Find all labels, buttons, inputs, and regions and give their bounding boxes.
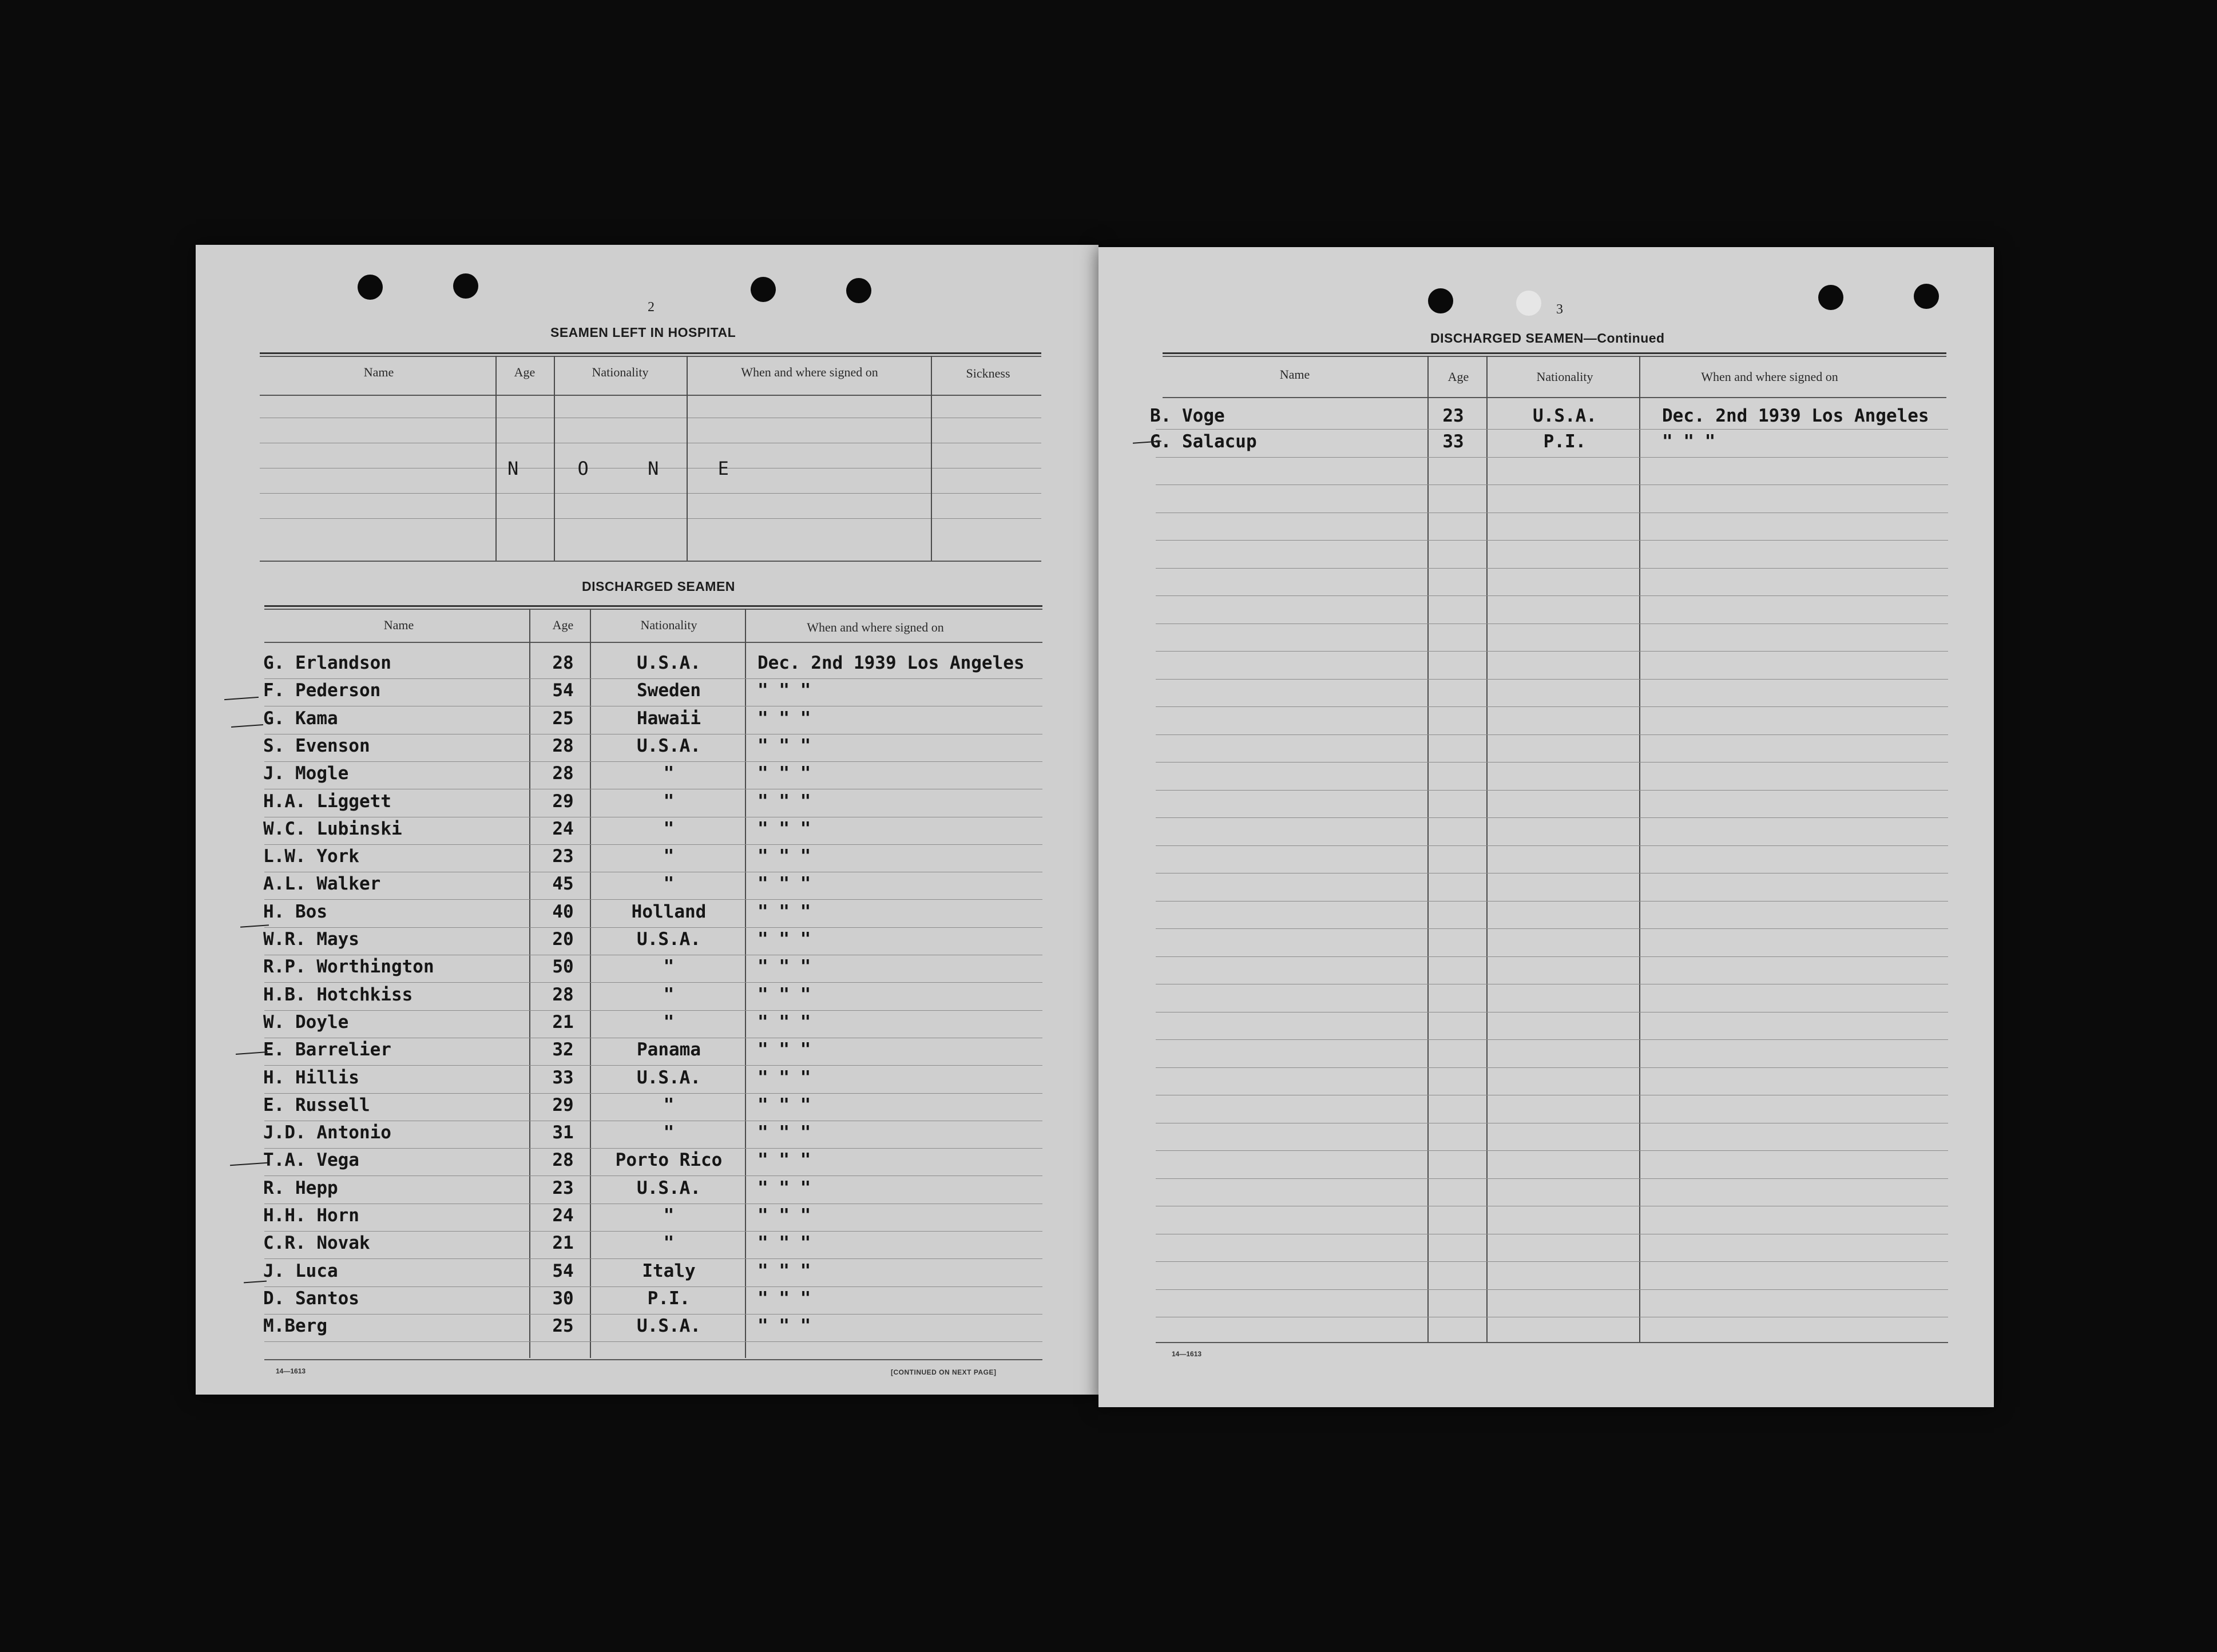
row-line (1156, 540, 1948, 541)
seaman-name: G. Kama (263, 708, 338, 729)
rule (260, 356, 1041, 357)
row-line (264, 1314, 1042, 1315)
pencil-mark (224, 697, 259, 700)
col-divider (1486, 356, 1488, 1342)
seaman-signed-on: " " " (757, 680, 811, 701)
col-divider (1427, 356, 1429, 1342)
seaman-signed-on: " " " (757, 791, 811, 812)
right-page (1098, 247, 1994, 1407)
rule (1163, 352, 1946, 354)
seaman-nationality: " (663, 956, 675, 978)
row-line (1156, 595, 1948, 596)
punch-hole (1516, 291, 1541, 316)
seaman-age: 54 (552, 680, 574, 701)
seaman-name: W.C. Lubinski (263, 818, 402, 839)
col-divider (590, 609, 591, 1358)
discharged-col-age: Age (552, 618, 574, 632)
row-line (1156, 790, 1948, 791)
seaman-signed-on: " " " (757, 735, 811, 756)
row-line (1156, 734, 1948, 735)
seaman-name: H. Bos (263, 901, 327, 922)
seaman-age: 20 (552, 929, 574, 950)
seaman-nationality: Hawaii (637, 708, 701, 729)
rule (264, 605, 1042, 607)
row-line (264, 1341, 1042, 1342)
rule (1163, 356, 1946, 357)
seaman-name: H.A. Liggett (263, 791, 391, 812)
continued-note: [CONTINUED ON NEXT PAGE] (891, 1368, 997, 1376)
continued-col-signed-on: When and where signed on (1701, 370, 1838, 384)
seaman-nationality: U.S.A. (637, 929, 701, 950)
seaman-age: 28 (552, 1150, 574, 1171)
row-line (264, 1065, 1042, 1066)
hospital-col-age: Age (514, 365, 536, 379)
seaman-name: J. Mogle (263, 763, 349, 784)
seaman-name: S. Evenson (263, 735, 370, 756)
row-line (1156, 956, 1948, 957)
seaman-signed-on: " " " (757, 1205, 811, 1226)
seaman-age: 40 (552, 901, 574, 922)
seaman-signed-on: " " " (757, 873, 811, 895)
rule (260, 352, 1041, 354)
seaman-nationality: " (663, 818, 675, 839)
seaman-age: 21 (552, 1011, 574, 1032)
punch-hole (846, 278, 871, 303)
seaman-age: 24 (552, 1205, 574, 1226)
seaman-signed-on: " " " (757, 901, 811, 922)
hospital-heading: SEAMEN LEFT IN HOSPITAL (550, 325, 736, 340)
rule (264, 642, 1042, 643)
row-line (264, 899, 1042, 900)
row-line (264, 761, 1042, 762)
seaman-signed-on: " " " (757, 818, 811, 839)
rule (1163, 397, 1946, 398)
seaman-signed-on: " " " (757, 1233, 811, 1254)
row-line (1156, 901, 1948, 902)
col-divider (495, 356, 497, 561)
row-line (264, 927, 1042, 928)
seaman-signed-on: " " " (757, 1011, 811, 1032)
row-line (1156, 1039, 1948, 1040)
page-number: 2 (648, 300, 655, 315)
form-number: 14—1613 (1172, 1350, 1202, 1358)
seaman-nationality: Panama (637, 1039, 701, 1061)
seaman-name: R.P. Worthington (263, 956, 434, 978)
seaman-name: J. Luca (263, 1260, 338, 1281)
seaman-nationality: Porto Rico (615, 1150, 723, 1171)
seaman-name: F. Pederson (263, 680, 381, 701)
seaman-signed-on: Dec. 2nd 1939 Los Angeles (757, 653, 1025, 673)
hospital-col-name: Name (363, 365, 394, 379)
seaman-age: 25 (552, 1316, 574, 1337)
seaman-age: 28 (552, 984, 574, 1005)
seaman-signed-on: " " " (757, 846, 811, 867)
seaman-nationality: " (663, 763, 675, 784)
seaman-signed-on: " " " (757, 1288, 811, 1309)
hospital-col-signed-on: When and where signed on (741, 365, 878, 379)
seaman-signed-on: " " " (1662, 431, 1716, 452)
row-line (264, 1231, 1042, 1232)
hospital-col-nationality: Nationality (592, 365, 649, 379)
seaman-name: R. Hepp (263, 1177, 338, 1198)
punch-hole (1818, 285, 1843, 310)
seaman-signed-on: " " " (757, 1316, 811, 1337)
pencil-mark (244, 1281, 267, 1284)
seaman-signed-on: " " " (757, 956, 811, 978)
rule (264, 609, 1042, 610)
row-line (260, 493, 1041, 494)
seaman-age: 45 (552, 873, 574, 895)
seaman-age: 31 (552, 1122, 574, 1143)
left-page (196, 245, 1098, 1395)
punch-hole (1428, 288, 1453, 313)
seaman-age: 32 (552, 1039, 574, 1061)
seaman-name: H. Hillis (263, 1067, 359, 1088)
col-divider (1639, 356, 1640, 1342)
col-divider (931, 356, 932, 561)
seaman-name: W.R. Mays (263, 929, 359, 950)
seaman-nationality: " (663, 984, 675, 1005)
rule (260, 561, 1041, 562)
seaman-name: H.B. Hotchkiss (263, 984, 413, 1005)
row-line (1156, 1150, 1948, 1151)
seaman-name: L.W. York (263, 846, 359, 867)
rule (1156, 1342, 1948, 1343)
seaman-signed-on: " " " (757, 984, 811, 1005)
row-line (1156, 679, 1948, 680)
seaman-nationality: P.I. (647, 1288, 691, 1309)
discharged-col-name: Name (383, 618, 414, 632)
seaman-name: D. Santos (263, 1288, 359, 1309)
continued-col-nationality: Nationality (1536, 370, 1593, 384)
seaman-age: 28 (552, 653, 574, 673)
punch-hole (358, 275, 383, 300)
col-divider (745, 609, 746, 1358)
seaman-name: G. Salacup (1150, 431, 1257, 452)
seaman-name: E. Russell (263, 1094, 370, 1115)
seaman-age: 28 (552, 763, 574, 784)
page-number: 3 (1556, 302, 1563, 317)
seaman-nationality: U.S.A. (637, 1067, 701, 1088)
seaman-nationality: U.S.A. (637, 1177, 701, 1198)
seaman-nationality: Sweden (637, 680, 701, 701)
seaman-name: W. Doyle (263, 1011, 349, 1032)
punch-hole (751, 277, 776, 302)
row-line (1156, 928, 1948, 929)
row-line (1156, 568, 1948, 569)
row-line (264, 1258, 1042, 1259)
seaman-signed-on: " " " (757, 929, 811, 950)
seaman-nationality: U.S.A. (637, 653, 701, 673)
seaman-signed-on: " " " (757, 1094, 811, 1115)
seaman-name: M.Berg (263, 1316, 327, 1337)
seaman-age: 33 (552, 1067, 574, 1088)
seaman-age: 21 (552, 1233, 574, 1254)
row-line (1156, 762, 1948, 763)
seaman-nationality: U.S.A. (637, 1316, 701, 1337)
hospital-col-sickness: Sickness (966, 366, 1010, 380)
seaman-age: 24 (552, 818, 574, 839)
seaman-signed-on: " " " (757, 1177, 811, 1198)
row-line (1156, 651, 1948, 652)
rule (260, 395, 1041, 396)
col-divider (529, 609, 530, 1358)
row-line (264, 678, 1042, 679)
row-line (264, 1010, 1042, 1011)
continued-col-age: Age (1447, 370, 1469, 384)
seaman-age: 28 (552, 735, 574, 756)
seaman-nationality: " (663, 1094, 675, 1115)
seaman-age: 29 (552, 1094, 574, 1115)
seaman-signed-on: " " " (757, 763, 811, 784)
row-line (1156, 1289, 1948, 1290)
seaman-nationality: U.S.A. (1533, 406, 1597, 426)
seaman-name: C.R. Novak (263, 1233, 370, 1254)
discharged-col-signed-on: When and where signed on (807, 620, 944, 634)
row-line (1156, 429, 1948, 430)
continued-col-name: Name (1279, 367, 1310, 382)
seaman-name: H.H. Horn (263, 1205, 359, 1226)
punch-hole (1914, 284, 1939, 309)
row-line (1156, 457, 1948, 458)
seaman-nationality: " (663, 791, 675, 812)
hospital-none-entry: N O N E (507, 458, 753, 479)
seaman-signed-on: " " " (757, 1260, 811, 1281)
seaman-age: 29 (552, 791, 574, 812)
row-line (260, 518, 1041, 519)
seaman-age: 33 (1442, 431, 1464, 452)
seaman-nationality: P.I. (1543, 431, 1587, 452)
discharged-col-nationality: Nationality (640, 618, 697, 632)
seaman-signed-on: Dec. 2nd 1939 Los Angeles (1662, 406, 1929, 426)
seaman-age: 30 (552, 1288, 574, 1309)
row-line (264, 1093, 1042, 1094)
seaman-name: J.D. Antonio (263, 1122, 391, 1143)
seaman-age: 50 (552, 956, 574, 978)
seaman-nationality: Holland (631, 901, 707, 922)
pencil-mark (231, 724, 263, 728)
row-line (1156, 817, 1948, 818)
form-number: 14—1613 (276, 1367, 306, 1375)
row-line (264, 1286, 1042, 1287)
pencil-mark (230, 1162, 268, 1166)
seaman-signed-on: " " " (757, 1150, 811, 1171)
seaman-nationality: " (663, 873, 675, 895)
seaman-signed-on: " " " (757, 1067, 811, 1088)
discharged-continued-heading: DISCHARGED SEAMEN—Continued (1430, 331, 1665, 346)
row-line (1156, 706, 1948, 707)
seaman-nationality: " (663, 1205, 675, 1226)
seaman-nationality: U.S.A. (637, 735, 701, 756)
row-line (264, 982, 1042, 983)
seaman-nationality: " (663, 846, 675, 867)
seaman-nationality: " (663, 1233, 675, 1254)
seaman-name: B. Voge (1150, 406, 1225, 426)
seaman-age: 25 (552, 708, 574, 729)
discharged-heading: DISCHARGED SEAMEN (582, 579, 735, 594)
seaman-name: T.A. Vega (263, 1150, 359, 1171)
seaman-name: A.L. Walker (263, 873, 381, 895)
seaman-signed-on: " " " (757, 1039, 811, 1061)
seaman-nationality: Italy (642, 1260, 696, 1281)
row-line (1156, 845, 1948, 846)
seaman-age: 54 (552, 1260, 574, 1281)
seaman-name: G. Erlandson (263, 653, 391, 673)
seaman-age: 23 (552, 1177, 574, 1198)
row-line (1156, 1178, 1948, 1179)
seaman-nationality: " (663, 1011, 675, 1032)
seaman-name: E. Barrelier (263, 1039, 391, 1061)
seaman-nationality: " (663, 1122, 675, 1143)
row-line (264, 1148, 1042, 1149)
seaman-age: 23 (1442, 406, 1464, 426)
rule (264, 1359, 1042, 1360)
row-line (264, 844, 1042, 845)
row-line (1156, 1261, 1948, 1262)
punch-hole (453, 273, 478, 299)
seaman-age: 23 (552, 846, 574, 867)
row-line (1156, 1067, 1948, 1068)
seaman-signed-on: " " " (757, 1122, 811, 1143)
seaman-signed-on: " " " (757, 708, 811, 729)
